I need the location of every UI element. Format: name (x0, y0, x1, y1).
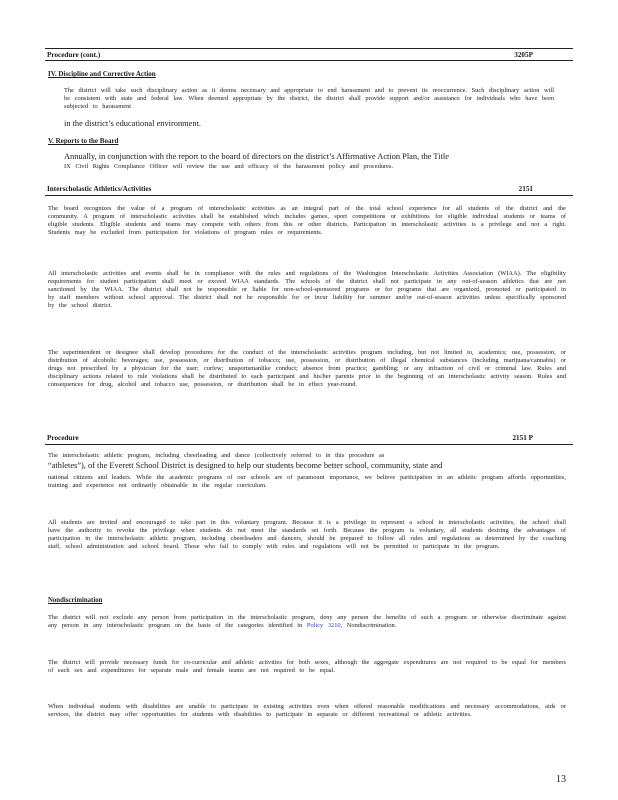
paragraph-board-recognizes: The board recognizes the value of a program of interscholastic activities as an integral part of the total school experience for all students of the district and the community. A program of interscholastic activities shall be established which includes games, sport competitions or exhibitions for eligible individual students or teams of eligible students. Eligible students and teams may compete with others from this or other districts. Participation in interscholastic activities is a privilege and not a right. Students may be excluded from participation for violations of program rules or requirements. (48, 205, 566, 237)
header-left: Procedure (47, 434, 79, 442)
header-left: Interscholastic Athletics/Activities (47, 185, 152, 193)
section-iv-tail: in the district’s educational environment. (64, 119, 201, 128)
paragraph-disabilities: When individual students with disabilities are unable to participate in existing activities even when offered reasonable modifications and necessary accommodations, aids or services, the district may offer opportunities for students with disabilities to participate in separate or different recreational or athletic activities. (48, 703, 566, 719)
header-procedure-2151p (45, 432, 573, 445)
paragraph-funding: The district will provide necessary funds for co-curricular and athletic activities for both sexes, although the aggregate expenditures are not required to be equal for members of each sex and expenditures for separate male and female teams are not required to be equal. (48, 659, 566, 675)
section-v-heading-line: Annually, in conjunction with the report to the board of directors on the district’s Affirmative Action Plan, the Title (64, 152, 449, 161)
policy-3210-link[interactable]: Policy 3210 (306, 622, 341, 630)
paragraph-all-students: All students are invited and encouraged to take part in this voluntary program. Because it is a privilege to represent a school in interscholastic activities, the school shall have the authority to revoke the privilege when students do not meet the standards set forth. Because the program is voluntary, all students desiring the advantages of participation in the interscholastic athletic program, including cheerleaders and dancers, should be prepared to follow all rules and regulations as determined by the coaching staff, school administration and school board. Those who fail to comply with rules and regulations will not be permitted to participate in the program. (48, 519, 566, 551)
page-number: 13 (556, 774, 566, 785)
paragraph-athletic-program-rest: national citizens and leaders. While the academic programs of our schools are of paramount importance, we believe participation in an athletic program affords opportunities, training and experience not ordinarily obtainable in the regular curriculum. (48, 474, 566, 490)
paragraph-athletic-program-big: “athletes”), of the Everett School District is designed to help our students become better school, community, state and (48, 461, 443, 470)
section-iv-title: IV. Discipline and Corrective Action (48, 70, 156, 78)
header-right: 2151 (518, 185, 533, 193)
header-right: 3205P (514, 51, 533, 59)
section-v-paragraph: IX Civil Rights Compliance Officer will review the use and efficacy of the harassment policy and procedures. (64, 163, 394, 170)
header-right: 2151 P (512, 434, 533, 442)
section-v-title: V. Reports to the Board (48, 137, 119, 145)
paragraph-wiaa-compliance: All interscholastic activities and events shall be in compliance with the rules and regulations of the Washington Interscholastic Activities Association (WIAA). The eligibility requirements for student participation shall meet or exceed WIAA standards. The schools of the district shall not participate in any out-of-season athletics that are not sanctioned by the WIAA. The district shall not be responsible or liable for non-school-sponsored programs or for programs that are organized, promoted or participated in by staff members without school approval. The district shall not be responsible for or incur liability for summer and/or out-of-season activities unless specifically sponsored by the school district. (48, 270, 566, 310)
paragraph-nondiscrimination: The district will not exclude any person from participation in the interscholastic program, deny any person the benefits of such a program or otherwise discriminate against any person in any interscholastic program on the basis of the categories identified in Policy 3210, Nondiscrimination. (48, 614, 566, 630)
section-iv-paragraph: The district will take such disciplinary action as it deems necessary and appropriate to end harassment and to prevent its reoccurrence. Such disciplinary action will be consistent with state and federal law. When deemed appropriate by the district, the district shall provide support and/or assistance for individuals who have been subjected to harassment (64, 87, 554, 111)
paragraph-athletic-program-first: The interscholastic athletic program, including cheerleading and dance (collectively referred to in this procedure as (48, 452, 385, 459)
paragraph-superintendent-procedures: The superintendent or designee shall develop procedures for the conduct of the interscholastic activities program including, but not limited to, academics; use, possession, or distribution of alcoholic beverages; use, possession, or distribution of tobacco; use, possession, or distribution of illegal chemical substances (including marijuana/cannabis) or drugs not prescribed by a physician for the user; curfew; unsportsmanlike conduct; absence from practice; gambling; or any infraction of civil or criminal law. Rules and disciplinary actions related to rule violations shall be distributed to each participant and his/her parents prior to the beginning of an interscholastic activity season. Rules and consequences for drug, alcohol and tobacco use, possession, or distribution shall be in effect year-round. (48, 349, 566, 389)
nondiscrimination-title: Nondiscrimination (48, 597, 103, 604)
header-left: Procedure (cont.) (47, 51, 101, 59)
header-interscholastic (45, 183, 573, 196)
header-procedure-cont (45, 48, 573, 61)
